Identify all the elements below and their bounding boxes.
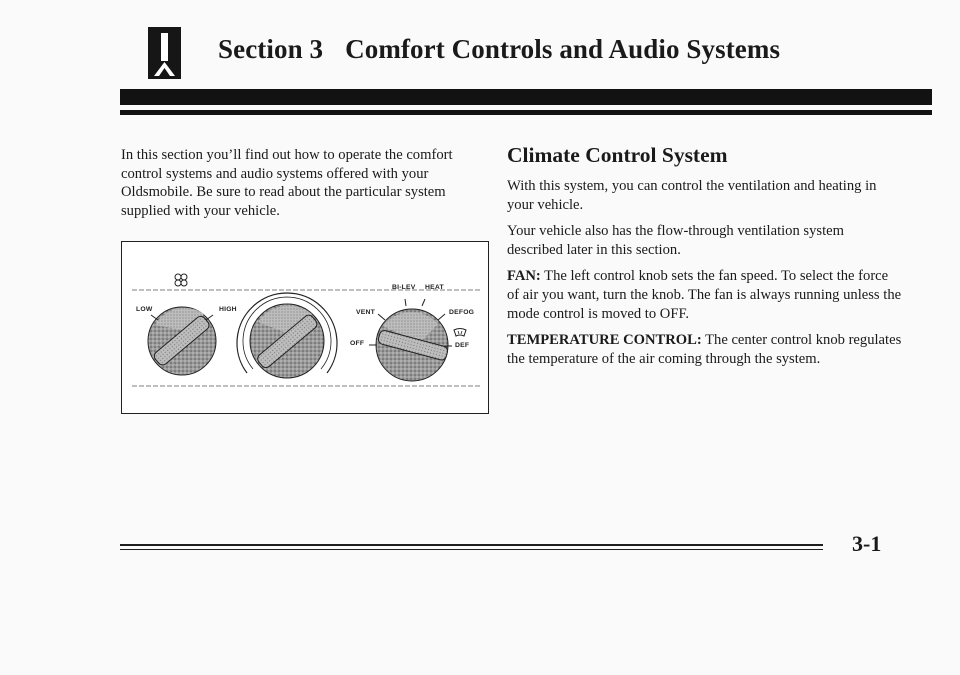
- header-band-thin: [120, 110, 932, 115]
- mode-vent-label: VENT: [356, 309, 375, 316]
- mode-off-label: OFF: [350, 340, 365, 347]
- temperature-text: The center control knob regulates the temperature of the air coming through the system.: [507, 332, 902, 367]
- section-heading: Comfort Controls and Audio Systems: [345, 34, 781, 64]
- section-title: [218, 34, 780, 65]
- fan-text: The left control knob sets the fan speed. To select the force of air you want, turn the knob. The fan is always running unless the mode control is moved to OFF.: [507, 268, 902, 322]
- oldsmobile-rocket-icon: [152, 61, 177, 77]
- temperature-knob: [237, 293, 337, 378]
- mode-defog-label: DEFOG: [449, 309, 475, 316]
- climate-paragraph-2: Your vehicle also has the flow-through ventilation system described later in this section.: [507, 223, 844, 258]
- mode-heat-label: HEAT: [425, 284, 444, 291]
- climate-control-illustration: [121, 241, 489, 414]
- fan-high-label: HIGH: [219, 306, 237, 313]
- fan-icon: [175, 274, 187, 286]
- intro-paragraph: In this section you’ll find out how to operate the comfort control systems and audio systems offered with your Oldsmobile. Be sure to read about the particular system supplied with your vehicle.: [121, 147, 453, 219]
- section-tab-marker: [148, 27, 181, 79]
- fan-lead: FAN:: [507, 268, 541, 285]
- section-label: Section 3: [218, 34, 324, 64]
- header-band-thick: [120, 89, 932, 105]
- footer-rule-thick: [120, 544, 823, 546]
- windshield-icon: [454, 329, 466, 337]
- fan-paragraph: [507, 267, 902, 323]
- footer-rule-thin: [120, 549, 823, 550]
- climate-heading: Climate Control System: [507, 143, 728, 167]
- climate-control-section: [507, 143, 902, 376]
- temperature-lead: TEMPERATURE CONTROL:: [507, 332, 702, 349]
- page-number: 3-1: [852, 531, 882, 556]
- mode-def-label: DEF: [455, 342, 470, 349]
- fan-low-label: LOW: [136, 306, 153, 313]
- mode-bilev-label: BI-LEV: [392, 284, 416, 291]
- fan-knob: [148, 307, 216, 375]
- control-panel-drawing: [122, 242, 490, 415]
- climate-paragraph-1: With this system, you can control the ventilation and heating in your vehicle.: [507, 178, 877, 213]
- temperature-paragraph: [507, 331, 902, 368]
- mode-knob: [369, 299, 452, 381]
- tab-bar: [161, 33, 168, 61]
